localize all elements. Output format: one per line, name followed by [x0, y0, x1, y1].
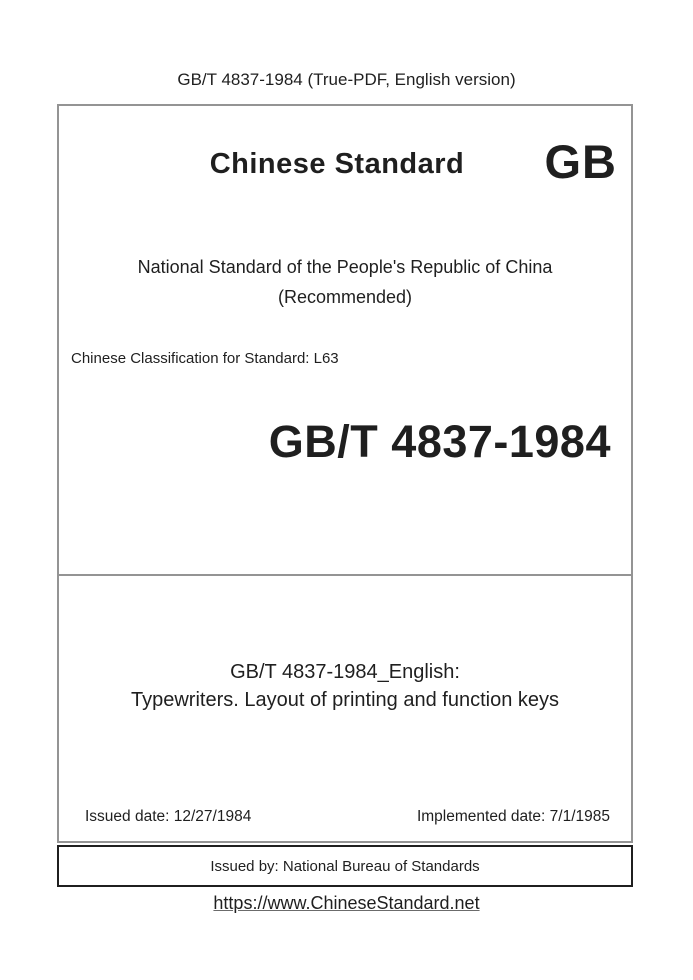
- header-caption: GB/T 4837-1984 (True-PDF, English version): [177, 70, 516, 89]
- gb-logo: GB: [544, 135, 617, 188]
- classification-label: Chinese Classification for Standard: L63: [71, 350, 339, 367]
- national-standard-line: National Standard of the People's Republic of China: [137, 257, 553, 277]
- english-title-line2: Typewriters. Layout of printing and function keys: [130, 689, 559, 711]
- dates-row: [59, 808, 631, 826]
- recommended-line: (Recommended): [277, 287, 413, 307]
- national-standard-block: [59, 252, 631, 312]
- english-title-block: [59, 658, 631, 714]
- standard-code: GB/T 4837-1984: [268, 416, 611, 467]
- cover-box: [57, 104, 633, 843]
- section-divider: [57, 574, 633, 576]
- issued-by-label: Issued by: National Bureau of Standards: [210, 857, 480, 875]
- issued-by-box: [57, 845, 633, 887]
- implemented-date: Implemented date: 7/1/1985: [416, 808, 610, 825]
- site-link[interactable]: https://www.ChineseStandard.net: [213, 893, 480, 913]
- brand-title: Chinese Standard: [209, 148, 465, 180]
- issued-date: Issued date: 12/27/1984: [85, 808, 252, 825]
- english-title-line1: GB/T 4837-1984_English:: [230, 661, 460, 683]
- site-link-row: [0, 893, 693, 914]
